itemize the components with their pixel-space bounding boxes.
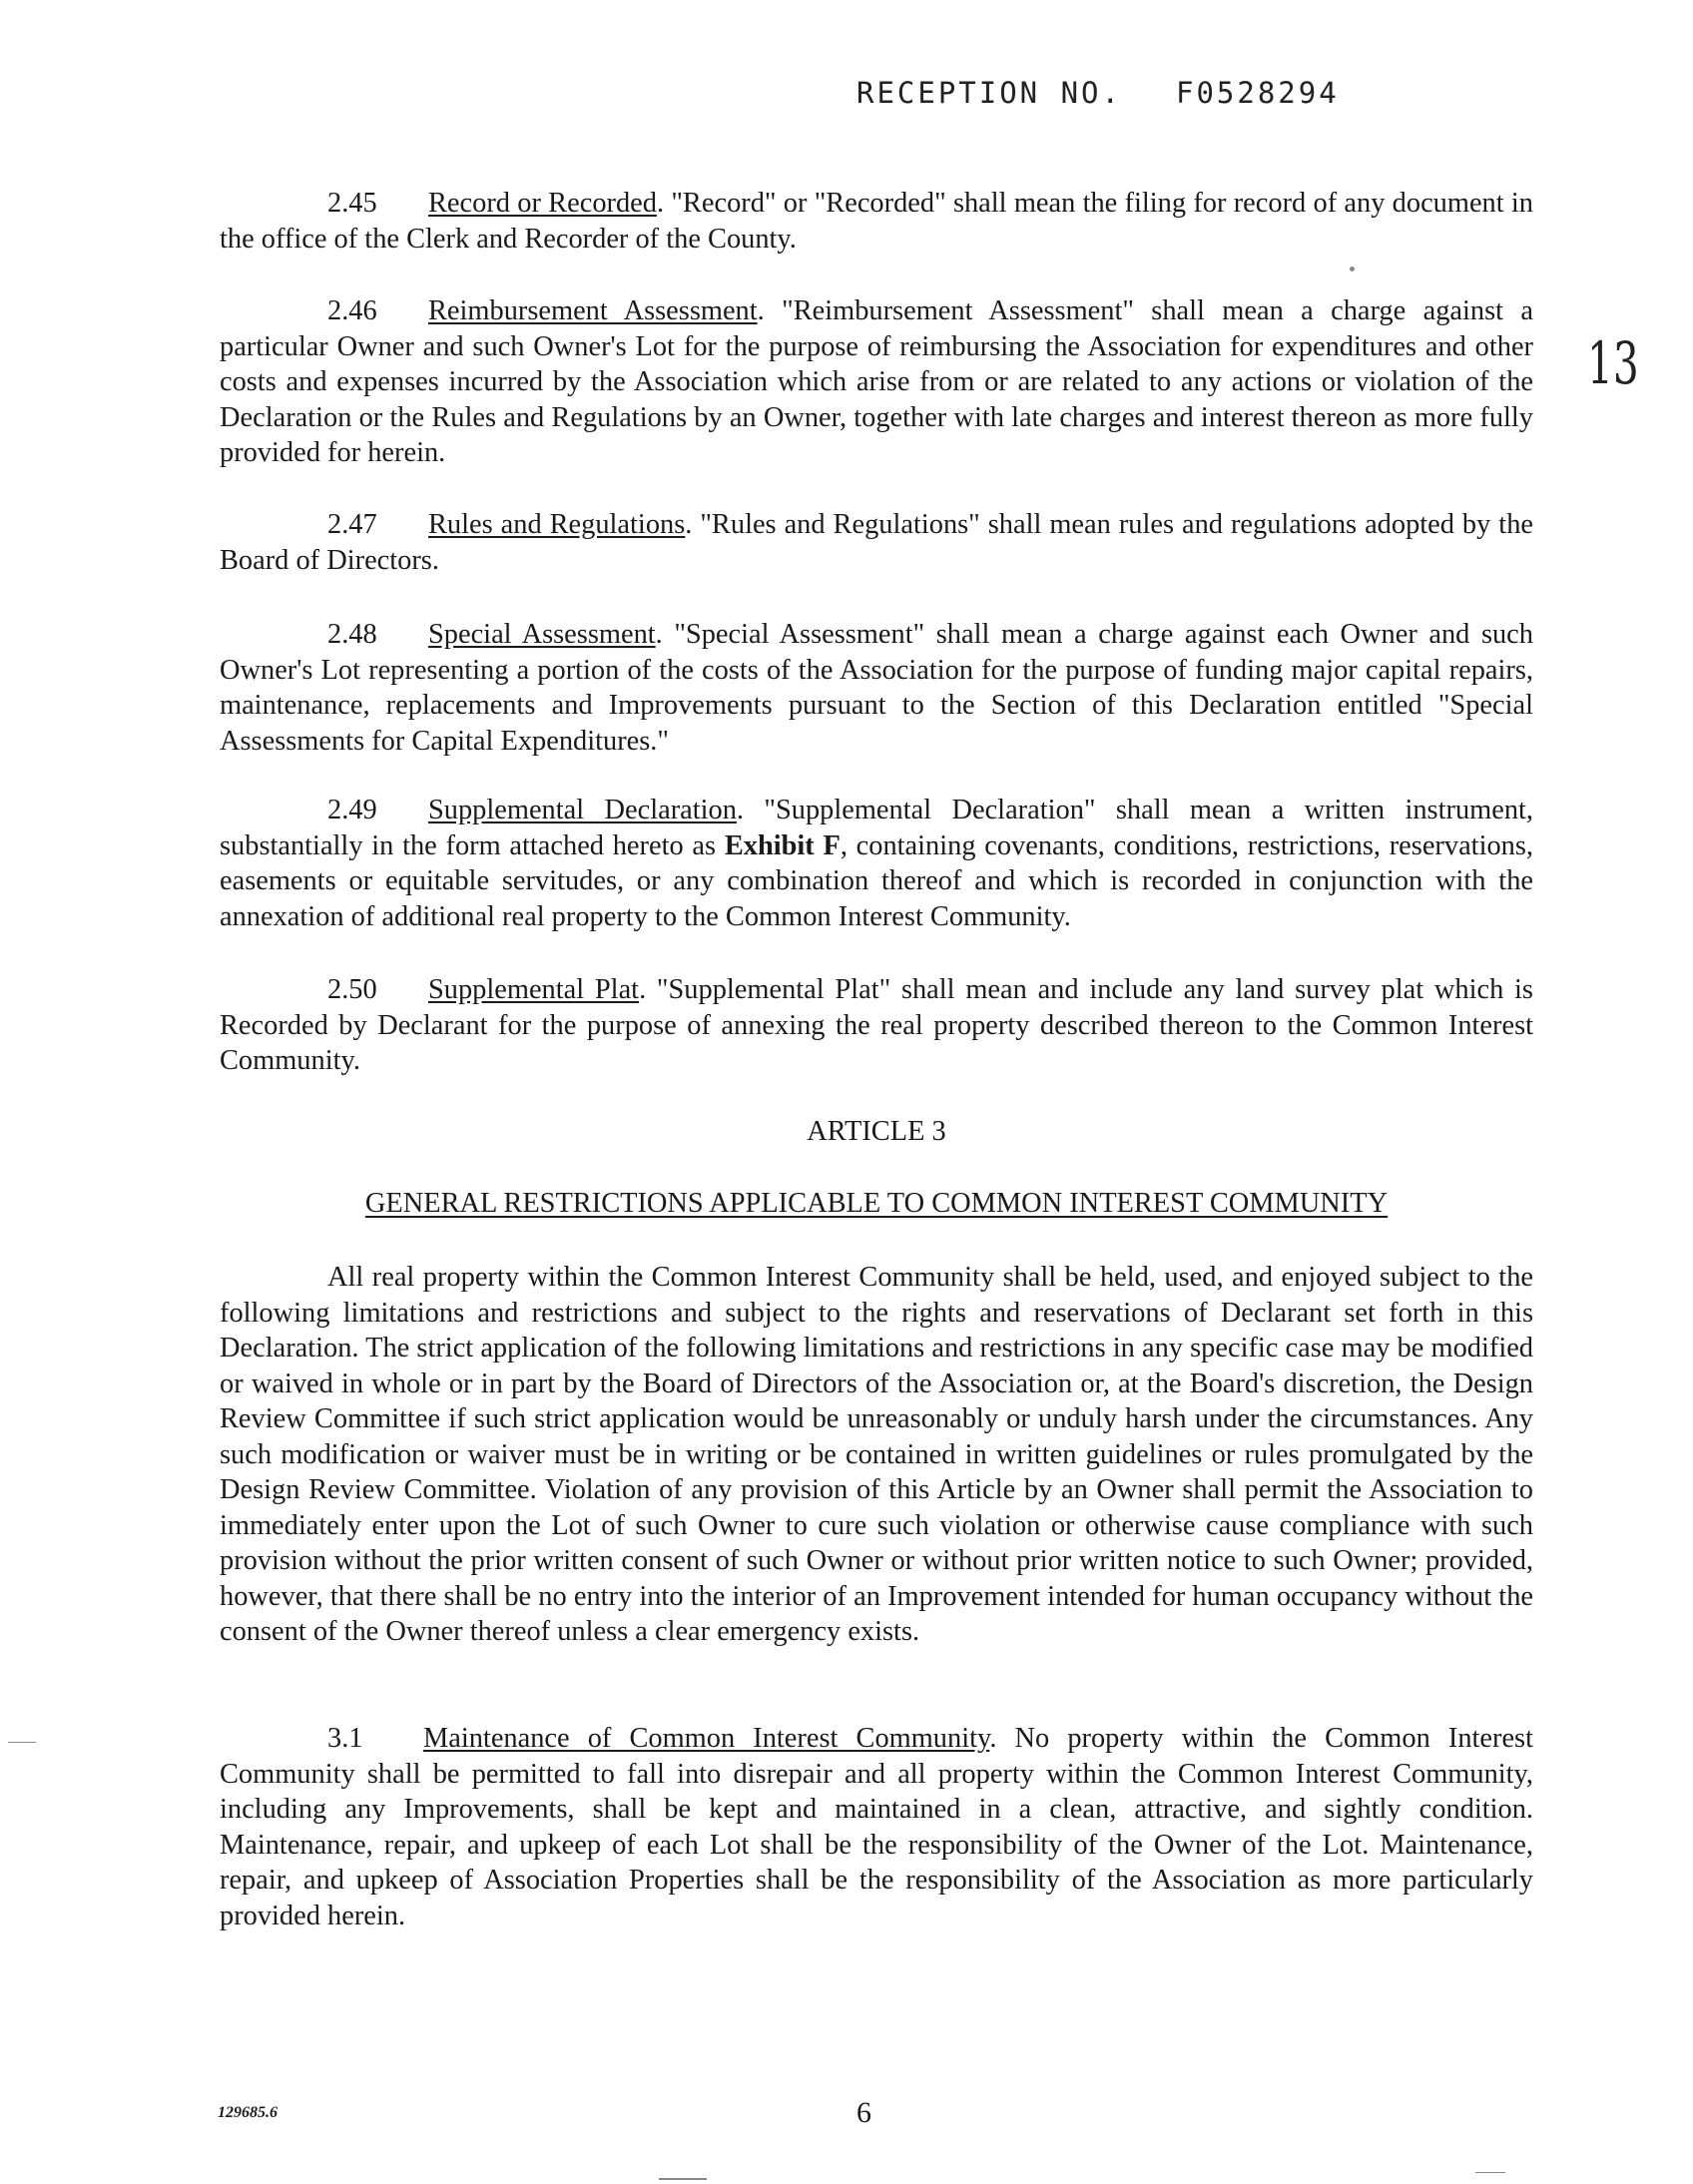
article-intro-text: All real property within the Common Interest Community shall be held, used, and enjoyed subject to the following limitations and restrictions and subject to the rights and reservations of Declarant set forth in this Declaration. The strict application of the following limitations and restrictions in any specific case may be modified or waived in whole or in part by the Board of Directors of the Association or, at the Board's discretion, the Design Review Committee if such strict application would be unreasonably or unduly harsh under the circumstances. Any such modification or waiver must be in writing or be contained in written guidelines or rules promulgated by the Design Review Committee. Violation of any provision of this Article by an Owner shall permit the Association to immediately enter upon the Lot of such Owner to cure such violation or otherwise cause compliance with such provision without the prior written consent of such Owner or without prior written notice to such Owner; provided, however, that there shall be no entry into the interior of an Improvement intended for human occupancy without the consent of the Owner thereof unless a clear emergency exists.: [220, 1262, 1533, 1647]
article-intro: [220, 1260, 1533, 1650]
section-number: 2.46: [327, 295, 377, 326]
section-title: Rules and Regulations: [428, 509, 686, 540]
section-2-50: [220, 972, 1533, 1079]
section-text: . "Special Assessment" shall mean a charge against each Owner and such Owner's Lot representing a portion of the costs of the Association for the purpose of funding major capital repairs, maintenance, replacements and Improvements pursuant to the Section of this Declaration entitled "Special Assessments for Capital Expenditures.": [220, 619, 1533, 757]
section-text: . "Record" or "Recorded" shall mean the filing for record of any document in the office of the Clerk and Recorder of the County.: [220, 188, 1533, 255]
section-3-1: [220, 1721, 1533, 1933]
section-text: . "Reimbursement Assessment" shall mean a charge against a particular Owner and such Owner's Lot for the purpose of reimbursing the Association for expenditures and other costs and expenses incurred by the Association which arise from or are related to any actions or violation of the Declaration or the Rules and Regulations by an Owner, together with late charges and interest thereon as more fully provided for herein.: [220, 295, 1533, 468]
scan-artifact: [659, 2178, 707, 2180]
section-text: . No property within the Common Interest Community shall be permitted to fall into disrepair and all property within the Common Interest Community, including any Improvements, shall be kept and maintained in a clean, attractive, and sightly condition. Maintenance, repair, and upkeep of each Lot shall be the responsibility of the Owner of the Lot. Maintenance, repair, and upkeep of Association Properties shall be the responsibility of the Association as more particularly provided herein.: [220, 1723, 1533, 1931]
section-number: 3.1: [327, 1723, 363, 1754]
section-number: 2.50: [327, 974, 377, 1005]
scan-artifact: [1350, 267, 1355, 272]
article-title-text: GENERAL RESTRICTIONS APPLICABLE TO COMMON INTEREST COMMUNITY: [364, 1188, 1389, 1219]
section-2-49: [220, 793, 1533, 934]
article-title: [220, 1186, 1533, 1221]
page-number: 6: [856, 2096, 871, 2129]
section-title: Maintenance of Common Interest Community: [423, 1723, 990, 1754]
section-text: . "Supplemental Declaration" shall mean a written instrument, substantially in the form attached hereto as: [220, 795, 1533, 861]
section-2-48: [220, 617, 1533, 759]
section-2-47: [220, 507, 1533, 578]
reception-label: RECEPTION NO.: [856, 76, 1122, 110]
scan-artifact: [1475, 2172, 1505, 2173]
section-number: 2.47: [327, 509, 377, 540]
section-title: Reimbursement Assessment: [428, 295, 758, 326]
section-number: 2.45: [327, 188, 377, 219]
section-number: 2.49: [327, 795, 377, 825]
section-title: Special Assessment: [428, 619, 656, 650]
document-id: 129685.6: [218, 2104, 278, 2121]
handwritten-margin-note: 13: [1587, 329, 1639, 397]
reception-number: F0528294: [1175, 76, 1340, 110]
section-2-46: [220, 293, 1533, 471]
section-text-continued: , containing covenants, conditions, restrictions, reservations, easements or equitable servitudes, or any combination thereof and which is recorded in conjunction with the annexation of additional real property to the Common Interest Community.: [220, 829, 1533, 932]
section-number: 2.48: [327, 619, 377, 650]
section-2-45: [220, 186, 1533, 257]
section-title: Supplemental Plat: [428, 974, 640, 1005]
scan-artifact: [8, 1742, 36, 1743]
section-title: Record or Recorded: [428, 188, 657, 219]
reception-stamp: [856, 76, 1340, 110]
exhibit-reference: Exhibit F: [724, 829, 841, 861]
article-heading: ARTICLE 3: [807, 1116, 946, 1147]
section-text: . "Rules and Regulations" shall mean rules and regulations adopted by the Board of Directors.: [220, 509, 1533, 576]
section-title: Supplemental Declaration: [428, 795, 737, 825]
section-text: . "Supplemental Plat" shall mean and include any land survey plat which is Recorded by Declarant for the purpose of annexing the real property described thereon to the Common Interest Community.: [220, 974, 1533, 1076]
